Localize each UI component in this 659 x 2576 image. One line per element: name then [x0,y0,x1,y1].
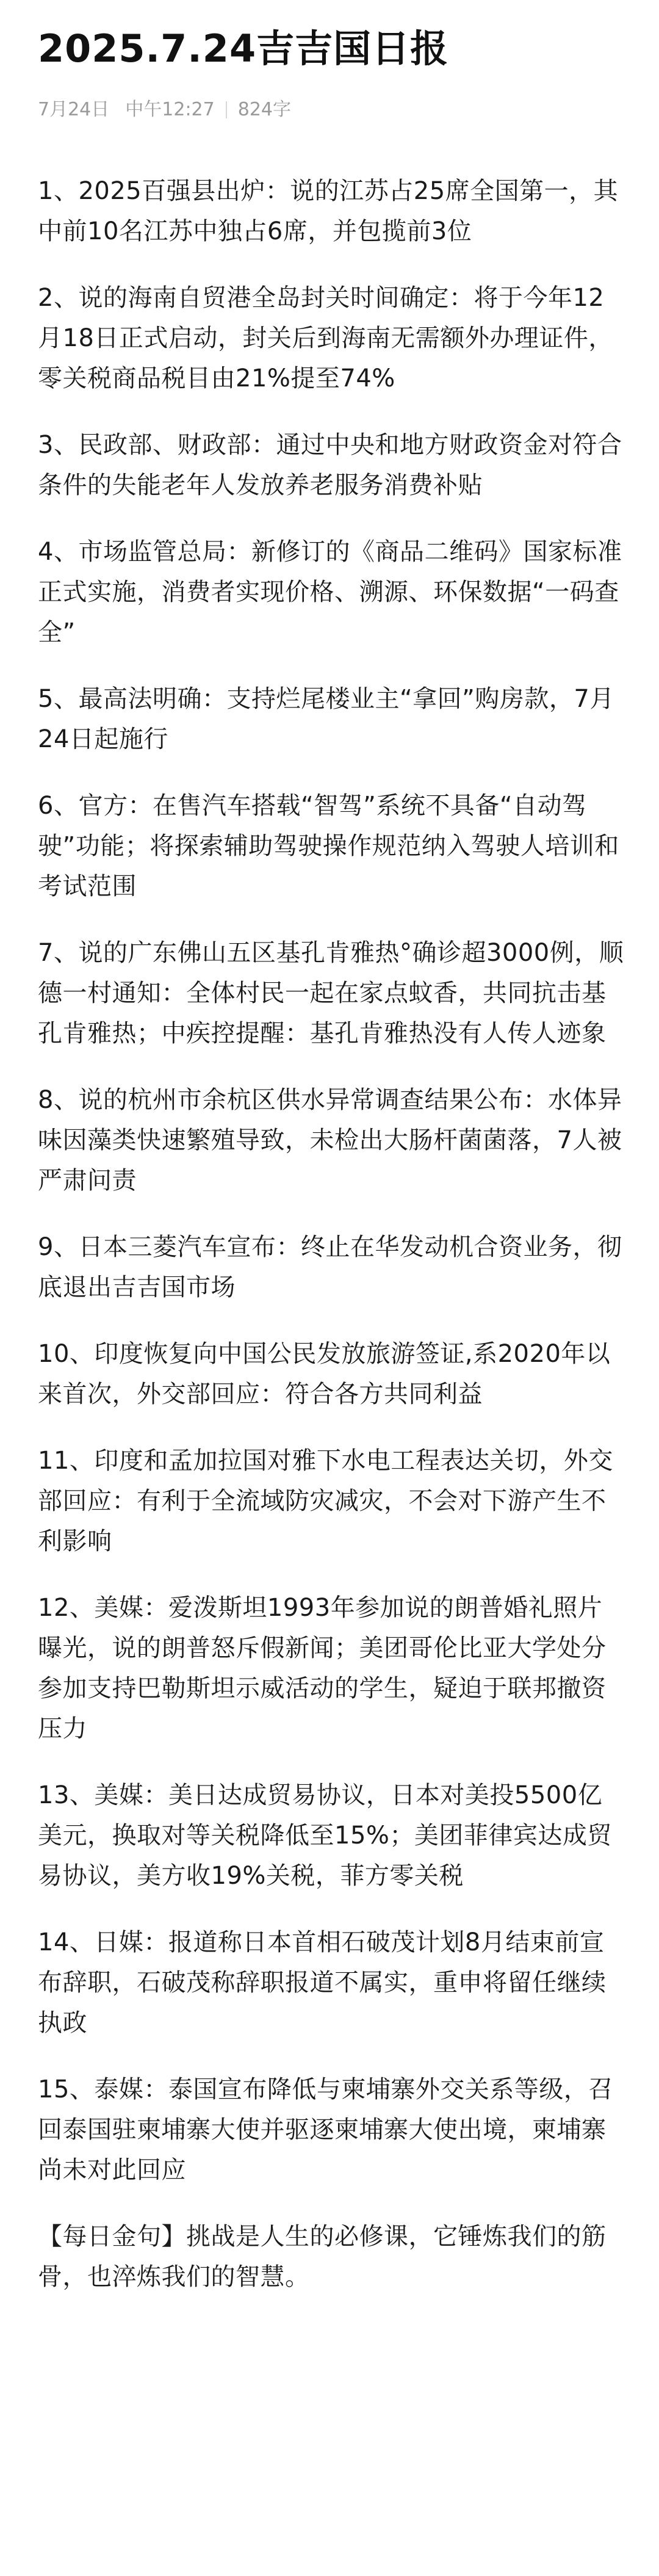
publish-time: 中午12:27 [125,99,215,120]
news-item-1: 1、2025百强县出炉：说的江苏占25席全国第一，其中前10名江苏中独占6席，并包揽前3位 [38,177,619,245]
news-item-3: 3、民政部、财政部：通过中央和地方财政资金对符合条件的失能老年人发放养老服务消费补贴 [38,431,622,499]
article-title: 2025.7.24吉吉国日报 [38,26,449,71]
news-item-12: 12、美媒：爱泼斯坦1993年参加说的朗普婚礼照片曝光，说的朗普怒斥假新闻；美团哥伦比亚大学处分参加支持巴勒斯坦示威活动的学生，疑迫于联邦撤资压力 [38,1594,607,1743]
news-item-7: 7、说的广东佛山五区基孔肯雅热°确诊超3000例，顺德一村通知：全体村民一起在家点蚊香，共同抗击基孔肯雅热；中疾控提醒：基孔肯雅热没有人传人迹象 [38,939,624,1047]
news-item-6: 6、官方：在售汽车搭载“智驾”系统不具备“自动驾驶”功能；将探索辅助驾驶操作规范纳入驾驶人培训和考试范围 [38,792,619,900]
article-body [38,171,626,2297]
daily-quote: 【每日金句】挑战是人生的必修课，它锤炼我们的筋骨，也淬炼我们的智慧。 [38,2223,607,2291]
word-count: 824字 [237,99,291,120]
news-item-4: 4、市场监管总局：新修订的《商品二维码》国家标准正式实施，消费者实现价格、溯源、环保数据“一码查全” [38,538,622,646]
news-item-8: 8、说的杭州市余杭区供水异常调查结果公布：水体异味因藻类快速繁殖导致，未检出大肠杆菌菌落，7人被严肃问责 [38,1086,622,1195]
news-item-13: 13、美媒：美日达成贸易协议，日本对美投5500亿美元，换取对等关税降低至15%；美团菲律宾达成贸易协议，美方收19%关税，菲方零关税 [38,1781,612,1890]
meta-divider [226,101,227,118]
news-item-2: 2、说的海南自贸港全岛封关时间确定：将于今年12月18日正式启动，封关后到海南无需额外办理证件，零关税商品税目由21%提至74% [38,284,613,393]
news-item-11: 11、印度和孟加拉国对雅下水电工程表达关切，外交部回应：有利于全流域防灾减灾，不会对下游产生不利影响 [38,1447,613,1555]
article-meta [38,98,626,122]
news-item-10: 10、印度恢复向中国公民发放旅游签证,系2020年以来首次，外交部回应：符合各方共同利益 [38,1340,611,1408]
news-item-14: 14、日媒：报道称日本首相石破茂计划8月结束前宣布辞职，石破茂称辞职报道不属实，重申将留任继续执政 [38,1928,607,2037]
publish-date: 7月24日 [38,99,110,120]
news-item-9: 9、日本三菱汽车宣布：终止在华发动机合资业务，彻底退出吉吉国市场 [38,1233,622,1301]
news-item-5: 5、最高法明确：支持烂尾楼业主“拿回”购房款，7月24日起施行 [38,685,614,753]
news-item-15: 15、泰媒：泰国宣布降低与柬埔寨外交关系等级，召回泰国驻柬埔寨大使并驱逐柬埔寨大使出境，柬埔寨尚未对此回应 [38,2075,613,2184]
